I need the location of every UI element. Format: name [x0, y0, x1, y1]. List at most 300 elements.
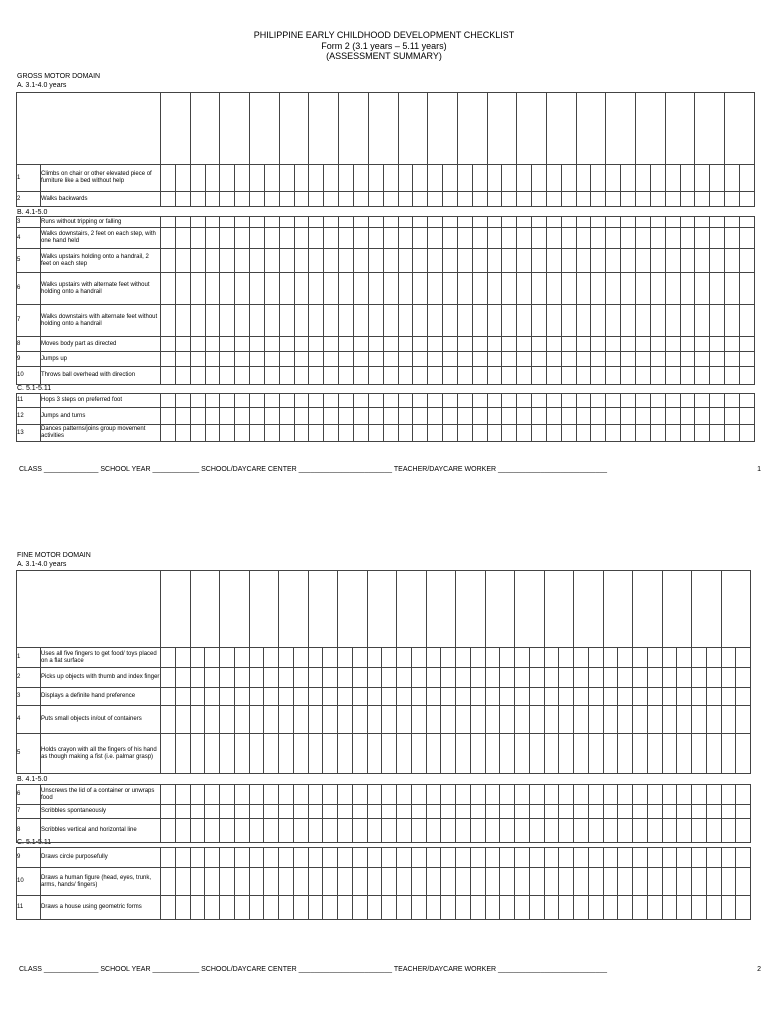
score-cell[interactable]	[309, 352, 324, 367]
score-cell[interactable]	[264, 249, 279, 273]
score-cell[interactable]	[309, 273, 324, 305]
score-cell[interactable]	[353, 165, 368, 192]
score-cell[interactable]	[710, 394, 725, 408]
score-cell[interactable]	[308, 785, 323, 805]
score-cell[interactable]	[725, 249, 740, 273]
score-cell[interactable]	[472, 337, 487, 352]
score-cell[interactable]	[532, 367, 547, 385]
score-cell[interactable]	[413, 394, 428, 408]
score-cell[interactable]	[692, 819, 707, 843]
score-cell[interactable]	[382, 668, 397, 688]
score-cell[interactable]	[636, 192, 651, 207]
score-cell[interactable]	[721, 868, 736, 896]
score-cell[interactable]	[249, 734, 264, 774]
score-cell[interactable]	[293, 648, 308, 668]
score-cell[interactable]	[234, 688, 249, 706]
score-cell[interactable]	[561, 249, 576, 273]
score-cell[interactable]	[190, 668, 205, 688]
score-cell[interactable]	[650, 273, 665, 305]
score-cell[interactable]	[220, 734, 235, 774]
score-cell[interactable]	[382, 805, 397, 819]
score-cell[interactable]	[680, 425, 695, 442]
score-cell[interactable]	[294, 249, 309, 273]
score-cell[interactable]	[190, 305, 205, 337]
score-cell[interactable]	[485, 848, 500, 868]
score-cell[interactable]	[456, 734, 471, 774]
score-cell[interactable]	[633, 805, 648, 819]
score-cell[interactable]	[472, 228, 487, 249]
score-cell[interactable]	[546, 367, 561, 385]
score-cell[interactable]	[161, 706, 176, 734]
child-column-header[interactable]	[161, 93, 191, 165]
score-cell[interactable]	[487, 352, 502, 367]
score-cell[interactable]	[633, 868, 648, 896]
score-cell[interactable]	[487, 217, 502, 228]
score-cell[interactable]	[279, 165, 294, 192]
score-cell[interactable]	[487, 425, 502, 442]
score-cell[interactable]	[339, 228, 354, 249]
score-cell[interactable]	[692, 868, 707, 896]
score-cell[interactable]	[220, 165, 235, 192]
score-cell[interactable]	[175, 896, 190, 920]
score-cell[interactable]	[398, 394, 413, 408]
score-cell[interactable]	[175, 394, 190, 408]
score-cell[interactable]	[636, 337, 651, 352]
child-column-header[interactable]	[574, 571, 604, 648]
score-cell[interactable]	[205, 352, 220, 367]
score-cell[interactable]	[457, 394, 472, 408]
score-cell[interactable]	[695, 394, 710, 408]
score-cell[interactable]	[576, 367, 591, 385]
score-cell[interactable]	[443, 367, 458, 385]
score-cell[interactable]	[544, 706, 559, 734]
score-cell[interactable]	[428, 394, 443, 408]
score-cell[interactable]	[647, 734, 662, 774]
score-cell[interactable]	[324, 352, 339, 367]
score-cell[interactable]	[382, 848, 397, 868]
score-cell[interactable]	[472, 394, 487, 408]
score-cell[interactable]	[680, 273, 695, 305]
score-cell[interactable]	[470, 785, 485, 805]
score-cell[interactable]	[367, 785, 382, 805]
score-cell[interactable]	[353, 408, 368, 425]
score-cell[interactable]	[338, 668, 353, 688]
score-cell[interactable]	[264, 668, 279, 688]
score-cell[interactable]	[175, 785, 190, 805]
score-cell[interactable]	[175, 648, 190, 668]
score-cell[interactable]	[739, 192, 754, 207]
score-cell[interactable]	[443, 394, 458, 408]
score-cell[interactable]	[323, 805, 338, 819]
score-cell[interactable]	[324, 273, 339, 305]
score-cell[interactable]	[487, 394, 502, 408]
score-cell[interactable]	[293, 805, 308, 819]
score-cell[interactable]	[721, 688, 736, 706]
score-cell[interactable]	[472, 249, 487, 273]
score-cell[interactable]	[175, 706, 190, 734]
score-cell[interactable]	[606, 367, 621, 385]
score-cell[interactable]	[665, 305, 680, 337]
score-cell[interactable]	[559, 706, 574, 734]
score-cell[interactable]	[398, 249, 413, 273]
score-cell[interactable]	[650, 192, 665, 207]
score-cell[interactable]	[352, 896, 367, 920]
score-cell[interactable]	[294, 367, 309, 385]
score-cell[interactable]	[220, 425, 235, 442]
score-cell[interactable]	[636, 394, 651, 408]
score-cell[interactable]	[588, 734, 603, 774]
score-cell[interactable]	[618, 734, 633, 774]
score-cell[interactable]	[309, 394, 324, 408]
score-cell[interactable]	[443, 192, 458, 207]
score-cell[interactable]	[264, 408, 279, 425]
score-cell[interactable]	[665, 217, 680, 228]
score-cell[interactable]	[725, 367, 740, 385]
score-cell[interactable]	[633, 688, 648, 706]
score-cell[interactable]	[665, 367, 680, 385]
score-cell[interactable]	[220, 848, 235, 868]
child-column-header[interactable]	[308, 571, 338, 648]
score-cell[interactable]	[279, 408, 294, 425]
score-cell[interactable]	[662, 848, 677, 868]
score-cell[interactable]	[456, 805, 471, 819]
score-cell[interactable]	[293, 785, 308, 805]
score-cell[interactable]	[606, 228, 621, 249]
score-cell[interactable]	[621, 337, 636, 352]
score-cell[interactable]	[736, 648, 751, 668]
score-cell[interactable]	[161, 352, 176, 367]
score-cell[interactable]	[205, 337, 220, 352]
score-cell[interactable]	[485, 668, 500, 688]
score-cell[interactable]	[636, 305, 651, 337]
score-cell[interactable]	[279, 249, 294, 273]
score-cell[interactable]	[721, 706, 736, 734]
score-cell[interactable]	[161, 217, 176, 228]
score-cell[interactable]	[457, 352, 472, 367]
score-cell[interactable]	[470, 706, 485, 734]
score-cell[interactable]	[323, 848, 338, 868]
score-cell[interactable]	[515, 668, 530, 688]
score-cell[interactable]	[264, 868, 279, 896]
score-cell[interactable]	[264, 848, 279, 868]
score-cell[interactable]	[234, 819, 249, 843]
score-cell[interactable]	[546, 408, 561, 425]
score-cell[interactable]	[175, 408, 190, 425]
score-cell[interactable]	[397, 819, 412, 843]
score-cell[interactable]	[574, 706, 589, 734]
score-cell[interactable]	[618, 688, 633, 706]
score-cell[interactable]	[190, 688, 205, 706]
score-cell[interactable]	[677, 805, 692, 819]
score-cell[interactable]	[352, 819, 367, 843]
score-cell[interactable]	[323, 706, 338, 734]
score-cell[interactable]	[621, 228, 636, 249]
score-cell[interactable]	[544, 896, 559, 920]
score-cell[interactable]	[457, 425, 472, 442]
score-cell[interactable]	[293, 688, 308, 706]
score-cell[interactable]	[249, 668, 264, 688]
score-cell[interactable]	[339, 408, 354, 425]
score-cell[interactable]	[411, 805, 426, 819]
score-cell[interactable]	[249, 706, 264, 734]
score-cell[interactable]	[515, 648, 530, 668]
score-cell[interactable]	[161, 668, 176, 688]
score-cell[interactable]	[561, 165, 576, 192]
score-cell[interactable]	[591, 192, 606, 207]
score-cell[interactable]	[576, 337, 591, 352]
score-cell[interactable]	[397, 896, 412, 920]
score-cell[interactable]	[353, 425, 368, 442]
score-cell[interactable]	[706, 896, 721, 920]
score-cell[interactable]	[559, 785, 574, 805]
score-cell[interactable]	[161, 648, 176, 668]
score-cell[interactable]	[411, 785, 426, 805]
score-cell[interactable]	[665, 249, 680, 273]
score-cell[interactable]	[279, 868, 294, 896]
score-cell[interactable]	[398, 273, 413, 305]
score-cell[interactable]	[574, 819, 589, 843]
child-column-header[interactable]	[428, 93, 458, 165]
score-cell[interactable]	[441, 668, 456, 688]
score-cell[interactable]	[456, 868, 471, 896]
score-cell[interactable]	[293, 706, 308, 734]
score-cell[interactable]	[576, 249, 591, 273]
score-cell[interactable]	[338, 648, 353, 668]
score-cell[interactable]	[650, 165, 665, 192]
score-cell[interactable]	[485, 688, 500, 706]
score-cell[interactable]	[175, 228, 190, 249]
score-cell[interactable]	[294, 165, 309, 192]
score-cell[interactable]	[695, 367, 710, 385]
score-cell[interactable]	[190, 848, 205, 868]
child-column-header[interactable]	[339, 93, 369, 165]
score-cell[interactable]	[352, 785, 367, 805]
score-cell[interactable]	[665, 192, 680, 207]
score-cell[interactable]	[175, 273, 190, 305]
score-cell[interactable]	[517, 367, 532, 385]
score-cell[interactable]	[532, 249, 547, 273]
score-cell[interactable]	[353, 192, 368, 207]
score-cell[interactable]	[249, 848, 264, 868]
score-cell[interactable]	[324, 367, 339, 385]
score-cell[interactable]	[234, 805, 249, 819]
score-cell[interactable]	[443, 228, 458, 249]
score-cell[interactable]	[647, 706, 662, 734]
score-cell[interactable]	[546, 217, 561, 228]
score-cell[interactable]	[559, 648, 574, 668]
score-cell[interactable]	[309, 228, 324, 249]
score-cell[interactable]	[250, 408, 265, 425]
score-cell[interactable]	[680, 394, 695, 408]
score-cell[interactable]	[529, 848, 544, 868]
score-cell[interactable]	[235, 249, 250, 273]
score-cell[interactable]	[529, 896, 544, 920]
score-cell[interactable]	[470, 868, 485, 896]
score-cell[interactable]	[650, 367, 665, 385]
score-cell[interactable]	[220, 337, 235, 352]
score-cell[interactable]	[383, 165, 398, 192]
score-cell[interactable]	[457, 273, 472, 305]
score-cell[interactable]	[309, 367, 324, 385]
score-cell[interactable]	[647, 819, 662, 843]
score-cell[interactable]	[352, 868, 367, 896]
score-cell[interactable]	[250, 273, 265, 305]
score-cell[interactable]	[383, 273, 398, 305]
score-cell[interactable]	[561, 273, 576, 305]
score-cell[interactable]	[502, 394, 517, 408]
score-cell[interactable]	[546, 352, 561, 367]
child-column-header[interactable]	[633, 571, 663, 648]
score-cell[interactable]	[190, 165, 205, 192]
score-cell[interactable]	[205, 868, 220, 896]
score-cell[interactable]	[279, 819, 294, 843]
score-cell[interactable]	[472, 352, 487, 367]
score-cell[interactable]	[692, 785, 707, 805]
score-cell[interactable]	[472, 273, 487, 305]
score-cell[interactable]	[161, 819, 176, 843]
score-cell[interactable]	[294, 273, 309, 305]
score-cell[interactable]	[264, 217, 279, 228]
score-cell[interactable]	[603, 848, 618, 868]
score-cell[interactable]	[264, 352, 279, 367]
score-cell[interactable]	[662, 785, 677, 805]
score-cell[interactable]	[339, 165, 354, 192]
score-cell[interactable]	[235, 408, 250, 425]
score-cell[interactable]	[352, 734, 367, 774]
score-cell[interactable]	[546, 249, 561, 273]
score-cell[interactable]	[532, 394, 547, 408]
child-column-header[interactable]	[456, 571, 486, 648]
score-cell[interactable]	[382, 785, 397, 805]
score-cell[interactable]	[205, 273, 220, 305]
score-cell[interactable]	[367, 734, 382, 774]
score-cell[interactable]	[323, 896, 338, 920]
score-cell[interactable]	[279, 668, 294, 688]
score-cell[interactable]	[426, 648, 441, 668]
score-cell[interactable]	[606, 352, 621, 367]
score-cell[interactable]	[487, 408, 502, 425]
score-cell[interactable]	[441, 785, 456, 805]
score-cell[interactable]	[677, 848, 692, 868]
score-cell[interactable]	[706, 668, 721, 688]
score-cell[interactable]	[413, 192, 428, 207]
child-column-header[interactable]	[426, 571, 456, 648]
score-cell[interactable]	[647, 785, 662, 805]
score-cell[interactable]	[710, 273, 725, 305]
score-cell[interactable]	[650, 337, 665, 352]
child-column-header[interactable]	[190, 93, 220, 165]
score-cell[interactable]	[234, 648, 249, 668]
score-cell[interactable]	[588, 896, 603, 920]
score-cell[interactable]	[161, 337, 176, 352]
score-cell[interactable]	[677, 688, 692, 706]
score-cell[interactable]	[588, 688, 603, 706]
score-cell[interactable]	[428, 192, 443, 207]
score-cell[interactable]	[710, 217, 725, 228]
score-cell[interactable]	[591, 352, 606, 367]
score-cell[interactable]	[576, 228, 591, 249]
score-cell[interactable]	[561, 305, 576, 337]
score-cell[interactable]	[383, 192, 398, 207]
score-cell[interactable]	[517, 305, 532, 337]
score-cell[interactable]	[574, 688, 589, 706]
score-cell[interactable]	[428, 408, 443, 425]
score-cell[interactable]	[618, 648, 633, 668]
score-cell[interactable]	[353, 217, 368, 228]
score-cell[interactable]	[397, 688, 412, 706]
score-cell[interactable]	[368, 337, 383, 352]
score-cell[interactable]	[591, 273, 606, 305]
score-cell[interactable]	[411, 896, 426, 920]
score-cell[interactable]	[692, 648, 707, 668]
score-cell[interactable]	[353, 273, 368, 305]
score-cell[interactable]	[500, 819, 515, 843]
score-cell[interactable]	[603, 668, 618, 688]
score-cell[interactable]	[736, 785, 751, 805]
score-cell[interactable]	[559, 848, 574, 868]
score-cell[interactable]	[175, 305, 190, 337]
score-cell[interactable]	[544, 668, 559, 688]
score-cell[interactable]	[428, 305, 443, 337]
score-cell[interactable]	[456, 706, 471, 734]
score-cell[interactable]	[279, 425, 294, 442]
score-cell[interactable]	[736, 848, 751, 868]
score-cell[interactable]	[665, 352, 680, 367]
score-cell[interactable]	[368, 305, 383, 337]
score-cell[interactable]	[398, 165, 413, 192]
score-cell[interactable]	[588, 868, 603, 896]
score-cell[interactable]	[161, 367, 176, 385]
score-cell[interactable]	[695, 352, 710, 367]
score-cell[interactable]	[677, 785, 692, 805]
score-cell[interactable]	[309, 337, 324, 352]
score-cell[interactable]	[591, 337, 606, 352]
score-cell[interactable]	[529, 734, 544, 774]
score-cell[interactable]	[339, 249, 354, 273]
score-cell[interactable]	[383, 367, 398, 385]
score-cell[interactable]	[472, 165, 487, 192]
score-cell[interactable]	[692, 668, 707, 688]
score-cell[interactable]	[190, 805, 205, 819]
score-cell[interactable]	[367, 668, 382, 688]
score-cell[interactable]	[190, 648, 205, 668]
score-cell[interactable]	[367, 688, 382, 706]
score-cell[interactable]	[441, 706, 456, 734]
score-cell[interactable]	[205, 805, 220, 819]
child-column-header[interactable]	[517, 93, 547, 165]
score-cell[interactable]	[710, 408, 725, 425]
score-cell[interactable]	[736, 868, 751, 896]
score-cell[interactable]	[323, 734, 338, 774]
score-cell[interactable]	[710, 305, 725, 337]
score-cell[interactable]	[621, 408, 636, 425]
score-cell[interactable]	[736, 668, 751, 688]
score-cell[interactable]	[739, 367, 754, 385]
score-cell[interactable]	[249, 805, 264, 819]
child-column-header[interactable]	[721, 571, 751, 648]
score-cell[interactable]	[264, 394, 279, 408]
score-cell[interactable]	[515, 896, 530, 920]
score-cell[interactable]	[472, 305, 487, 337]
score-cell[interactable]	[161, 896, 176, 920]
score-cell[interactable]	[485, 734, 500, 774]
score-cell[interactable]	[250, 192, 265, 207]
score-cell[interactable]	[205, 305, 220, 337]
score-cell[interactable]	[234, 868, 249, 896]
score-cell[interactable]	[677, 648, 692, 668]
score-cell[interactable]	[190, 425, 205, 442]
score-cell[interactable]	[190, 352, 205, 367]
